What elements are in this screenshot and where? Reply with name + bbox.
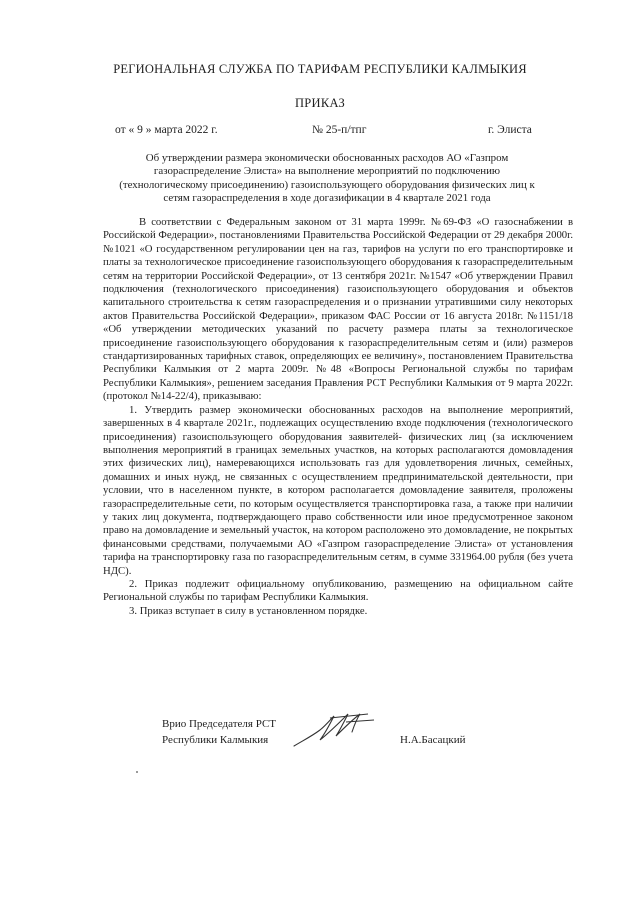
- order-body: [103, 216, 573, 618]
- signatory-name: Н.А.Басацкий: [400, 734, 466, 746]
- document-type: ПРИКАЗ: [294, 96, 346, 110]
- order-city: г. Элиста: [488, 124, 532, 136]
- preamble-paragraph: В соответствии с Федеральным законом от 31 марта 1999г. №69-ФЗ «О газоснабжении в Российской Федерации», постановлениями Правительства Российской Федерации от 29 декабря 2000г. №1021 «О государственном регулировании цен на газ, тарифов на услуги по его транспортировке и платы за технологическое присоединение газоиспользующего оборудования к газораспределительным сетям на территории Российской Федерации», от 13 сентября 2021г. №1547 «Об утверждении Правил подключения (технологического присоединения) газоиспользующего оборудования и объектов капитального строительства к сетям газораспределения и о признании утратившими силу некоторых актов Правительства Российской Федерации», приказом ФАС России от 16 августа 2018г. №1151/18 «Об утверждении методических указаний по расчету размера платы за технологическое присоединение газоиспользующего оборудования к газораспределительным сетям и (или) размеров стандартизированных тарифных ставок, определяющих ее величину», постановлением Правительства Республики Калмыкия от 2 марта 2009г. №48 «Вопросы Региональной службы по тарифам Республики Калмыкия», решением заседания Правления РСТ Республики Калмыкия от 9 марта 2022г. (протокол №14-22/4), приказываю:: [103, 216, 573, 403]
- order-subject: Об утверждении размера экономически обоснованных расходов АО «Газпром газораспределение Элиста» на выполнение мероприятий по подключению (технологическому присоединению) газоиспользующего оборудования физических лиц к сетям газораспределения в ходе догазификации в 4 квартале 2021 года: [119, 152, 535, 205]
- order-item-1: 1. Утвердить размер экономически обоснованных расходов на выполнение мероприятий, завершенных в 4 квартале 2021г., подлежащих осуществлению входе подключения (технологического присоединения) газоиспользующего оборудования заявителей- физических лиц (за исключением выполнения мероприятий в границах земельных участков, на которых располагаются домовладения этих физических лиц), намеревающихся использовать газ для удовлетворения личных, семейных, домашних и иных нужд, не связанных с осуществлением предпринимательской деятельности, при условии, что в населенном пункте, в котором располагается домовладение заявителя, проложены газораспределительные сети, по которым осуществляется транспортировка газа, а также при наличии у таких лиц документа, подтверждающего право собственности или иное предусмотренное законом право на домовладение и земельный участок, на котором расположено это домовладение, не покрытых финансовыми средствами, получаемыми АО «Газпром газораспределение Элиста» от установления тарифа на транспортировку газа по газораспределительным сетям, в сумме 331964.00 рубля (без учета НДС).: [103, 403, 573, 577]
- organization-name: РЕГИОНАЛЬНАЯ СЛУЖБА ПО ТАРИФАМ РЕСПУБЛИКИ КАЛМЫКИЯ: [113, 62, 527, 76]
- signatory-position: [162, 716, 276, 748]
- order-item-3: 3. Приказ вступает в силу в установленном порядке.: [129, 604, 368, 617]
- scan-speck: [136, 771, 138, 773]
- position-line-1: Врио Председателя РСТ: [162, 718, 276, 730]
- order-item-2: 2. Приказ подлежит официальному опубликованию, размещению на официальном сайте Региональной службы по тарифам Республики Калмыкия.: [103, 577, 573, 604]
- order-number: № 25-п/тпг: [312, 124, 367, 136]
- handwritten-signature: [290, 706, 380, 754]
- position-line-2: Республики Калмыкия: [162, 734, 269, 746]
- order-date: от « 9 » марта 2022 г.: [115, 124, 218, 136]
